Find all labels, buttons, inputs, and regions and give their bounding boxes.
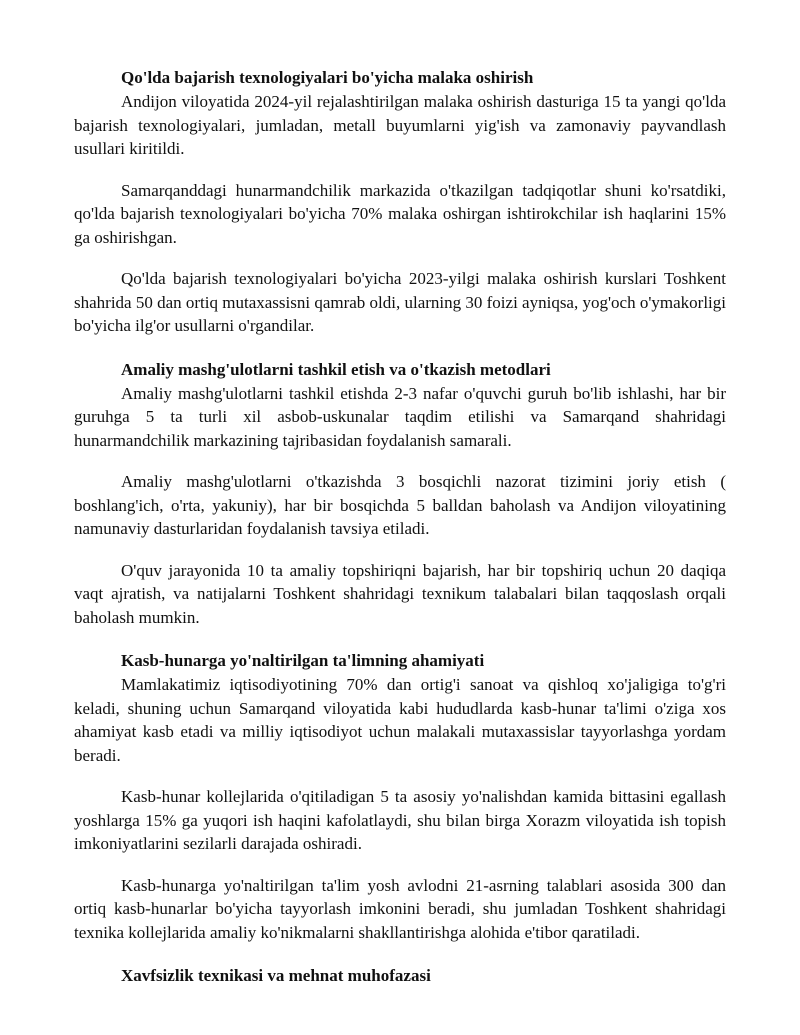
paragraph: Mamlakatimiz iqtisodiyotining 70% dan ortig'i sanoat va qishloq xo'jaligiga to'g'ri keladi, shuning uchun Samarqand viloyatida kabi hududlarda kasb-hunar ta'limi o'ziga xos ahamiyat kasb etadi va milliy iqtisodiyot uchun malakali mutaxassislar tayyorlashga yordam beradi.	[74, 675, 726, 765]
paragraph: Amaliy mashg'ulotlarni tashkil etishda 2-3 nafar o'quvchi guruh bo'lib ishlashi, har bir guruhga 5 ta turli xil asbob-uskunalar taqdim etilishi va Samarqand shahridagi hunarmandchilik markazining tajribasidan foydalanish samarali.	[74, 383, 726, 450]
section-heading: Xavfsizlik texnikasi va mehnat muhofazasi	[121, 966, 431, 985]
paragraph: Kasb-hunar kollejlarida o'qitiladigan 5 ta asosiy yo'nalishdan kamida bittasini egallash yoshlarga 15% ga yuqori ish haqini kafolatlaydi, shu bilan birga Xorazm viloyatida ish topish imkoniyatlarini sezilarli darajada oshiradi.	[74, 787, 726, 853]
section	[74, 66, 726, 338]
section	[74, 649, 726, 944]
document-page	[74, 66, 726, 988]
section-heading: Amaliy mashg'ulotlarni tashkil etish va o'tkazish metodlari	[121, 359, 551, 379]
section-heading: Qo'lda bajarish texnologiyalari bo'yicha malaka oshirish	[121, 68, 534, 87]
section-heading: Kasb-hunarga yo'naltirilgan ta'limning ahamiyati	[121, 651, 485, 670]
paragraph: Andijon viloyatida 2024-yil rejalashtirilgan malaka oshirish dasturiga 15 ta yangi qo'lda bajarish texnologiyalari, jumladan, metall buyumlarni yig'ish va zamonaviy payvandlash usullari kiritildi.	[74, 92, 726, 158]
section	[74, 964, 726, 988]
paragraph: Qo'lda bajarish texnologiyalari bo'yicha 2023-yilgi malaka oshirish kurslari Toshkent shahrida 50 dan ortiq mutaxassisni qamrab oldi, ularning 30 foizi ayniqsa, yog'och o'ymakorligi bo'yicha ilg'or usullarni o'rgandilar.	[74, 269, 727, 335]
section	[74, 358, 726, 630]
paragraph: O'quv jarayonida 10 ta amaliy topshiriqni bajarish, har bir topshiriq uchun 20 daqiqa vaqt ajratish, va natijalarni Toshkent shahridagi texnikum talabalari bilan taqqoslash orqali baholash mumkin.	[74, 560, 726, 627]
paragraph: Samarqanddagi hunarmandchilik markazida o'tkazilgan tadqiqotlar shuni ko'rsatdiki, qo'lda bajarish texnologiyalari bo'yicha 70% malaka oshirgan ishtirokchilar ish haqlarini 15% ga oshirishgan.	[74, 180, 726, 247]
paragraph: Amaliy mashg'ulotlarni o'tkazishda 3 bosqichli nazorat tizimini joriy etish ( boshlang'ich, o'rta, yakuniy), har bir bosqichda 5 balldan baholash va Andijon viloyatining namunaviy dasturlaridan foydalanish tavsiya etiladi.	[74, 472, 726, 538]
paragraph: Kasb-hunarga yo'naltirilgan ta'lim yosh avlodni 21-asrning talablari asosida 300 dan ortiq kasb-hunarlar bo'yicha tayyorlash imkonini beradi, shu jumladan Toshkent shahridagi texnika kollejlarida amaliy ko'nikmalarni shakllantirishga alohida e'tibor qaratiladi.	[74, 875, 726, 942]
